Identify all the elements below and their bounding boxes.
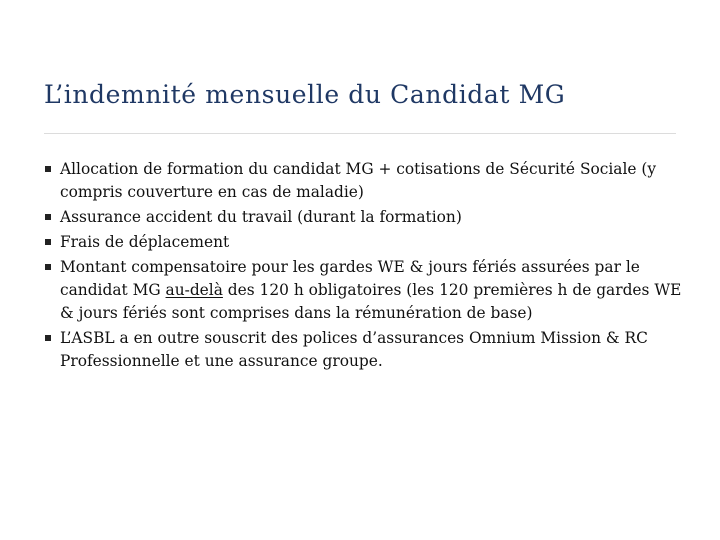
list-item [44, 256, 694, 325]
square-bullet-icon [45, 166, 51, 172]
square-bullet-icon [45, 335, 51, 341]
list-item [44, 327, 694, 373]
slide-title: L’indemnité mensuelle du Candidat MG [44, 80, 566, 109]
list-item [44, 231, 694, 254]
list-item [44, 158, 694, 204]
square-bullet-icon [45, 264, 51, 270]
bullet-text: Frais de déplacement [60, 233, 230, 251]
list-item [44, 206, 694, 229]
bullet-list [44, 158, 694, 375]
bullet-text: Allocation de formation du candidat MG + cotisations de Sécurité Sociale (y compris couverture en cas de maladie) [60, 160, 657, 201]
square-bullet-icon [45, 214, 51, 220]
bullet-text-part: des 120 h obligatoires (les 120 premières h de gardes WE & jours fériés sont comprises dans la rémunération de base) [60, 281, 682, 322]
underlined-text: au-delà [165, 281, 223, 299]
bullet-text: Assurance accident du travail (durant la formation) [60, 208, 462, 226]
title-divider [44, 133, 676, 134]
square-bullet-icon [45, 239, 51, 245]
bullet-text-part: Montant compensatoire pour les gardes WE & jours fériés assurées par le candidat MG [60, 258, 640, 299]
bullet-text: L’ASBL a en outre souscrit des polices d’assurances Omnium Mission & RC Professionnelle et une assurance groupe. [60, 329, 648, 370]
